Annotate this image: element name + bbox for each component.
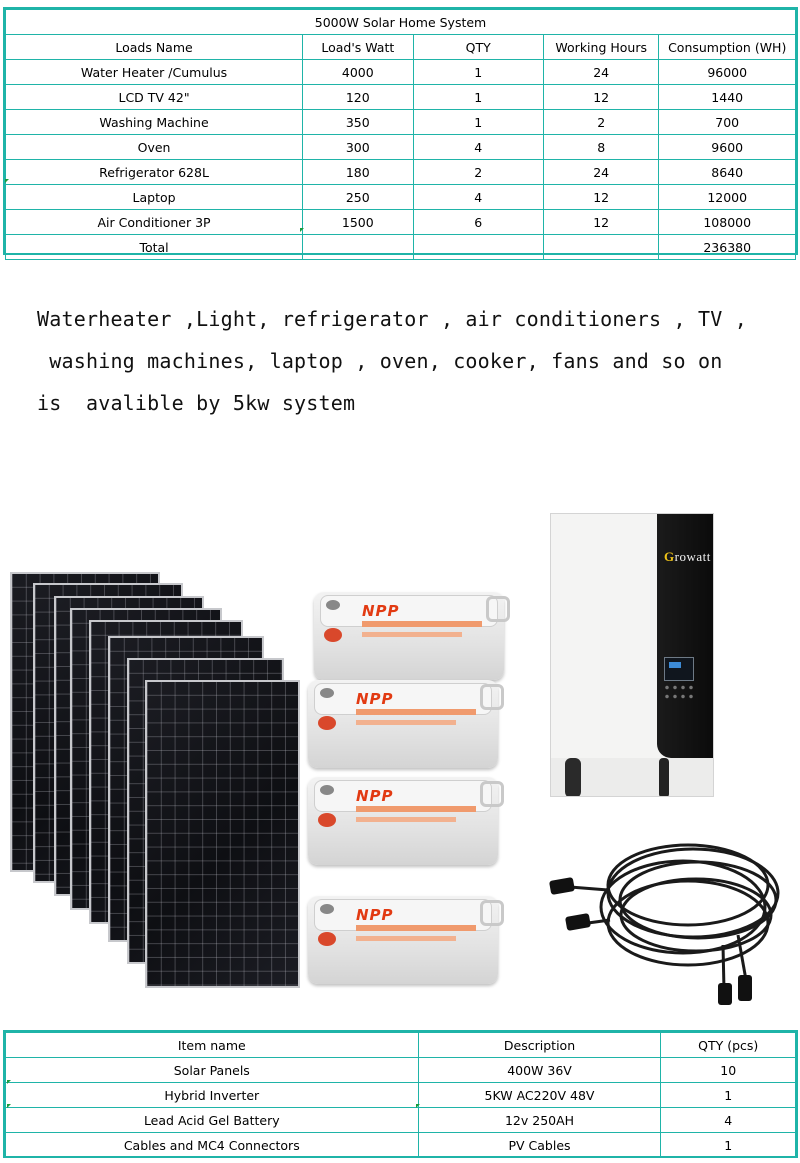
cell: 4 [413, 185, 543, 210]
cell [303, 235, 413, 260]
cell: Cables and MC4 Connectors [6, 1133, 419, 1158]
inverter-brand: rowatt [674, 549, 711, 564]
battery [308, 896, 498, 984]
header-cell: Description [418, 1033, 661, 1058]
table-row [6, 160, 796, 185]
cell: 9600 [659, 135, 796, 160]
load-table-header-row [6, 35, 796, 60]
cell: 2 [543, 110, 658, 135]
cell-marker [7, 1104, 11, 1108]
cell: 5KW AC220V 48V [418, 1083, 661, 1108]
description-line-3: is avalible by 5kw system [37, 391, 356, 415]
cell: 96000 [659, 60, 796, 85]
table-row [6, 135, 796, 160]
cell: 12 [543, 185, 658, 210]
cell: 108000 [659, 210, 796, 235]
items-table [3, 1030, 798, 1158]
cell: 12 [543, 210, 658, 235]
cell-marker [416, 1104, 420, 1108]
cell: 4 [413, 135, 543, 160]
cell [543, 235, 658, 260]
cell: 24 [543, 160, 658, 185]
cell: 8640 [659, 160, 796, 185]
header-cell: Load's Watt [303, 35, 413, 60]
inverter-logo: Growatt [664, 549, 711, 564]
cell: 4000 [303, 60, 413, 85]
cell [413, 235, 543, 260]
cell: Oven [6, 135, 303, 160]
cell: 1500 [303, 210, 413, 235]
cell: Total [6, 235, 303, 260]
header-cell: QTY (pcs) [661, 1033, 796, 1058]
cell: 700 [659, 110, 796, 135]
cell: 120 [303, 85, 413, 110]
header-cell: Item name [6, 1033, 419, 1058]
cell: 8 [543, 135, 658, 160]
cell: 1 [413, 60, 543, 85]
cell: 350 [303, 110, 413, 135]
pv-cables-image [548, 815, 788, 1005]
battery-brand: NPP [356, 906, 394, 924]
cell: Air Conditioner 3P [6, 210, 303, 235]
cell: 12000 [659, 185, 796, 210]
cell: 180 [303, 160, 413, 185]
cell: 10 [661, 1058, 796, 1083]
battery [308, 777, 498, 865]
table-row [6, 60, 796, 85]
description-line-2: washing machines, laptop , oven, cooker, fans and so on [37, 349, 723, 373]
inverter-display [664, 657, 694, 681]
cell-marker [300, 228, 304, 232]
cell: 1 [413, 85, 543, 110]
cell-marker [5, 179, 9, 183]
table-row [6, 85, 796, 110]
inverter-buttons [663, 683, 695, 701]
table-row [6, 110, 796, 135]
cell: 300 [303, 135, 413, 160]
battery [314, 592, 504, 680]
battery-brand: NPP [356, 787, 394, 805]
header-cell: Loads Name [6, 35, 303, 60]
items-table-header-row [6, 1033, 796, 1058]
cell: 12 [543, 85, 658, 110]
table-row [6, 1083, 796, 1108]
battery-brand: NPP [362, 602, 400, 620]
cell: Laptop [6, 185, 303, 210]
table-row [6, 1108, 796, 1133]
cell-marker [7, 1080, 11, 1084]
cell: PV Cables [418, 1133, 661, 1158]
cell: 24 [543, 60, 658, 85]
load-table [3, 7, 798, 255]
cell: 250 [303, 185, 413, 210]
cell: Lead Acid Gel Battery [6, 1108, 419, 1133]
cell: 1 [413, 110, 543, 135]
table-row [6, 185, 796, 210]
cell: Solar Panels [6, 1058, 419, 1083]
hybrid-inverter-image [550, 513, 714, 797]
cell: Washing Machine [6, 110, 303, 135]
table-row [6, 1058, 796, 1083]
cell: 1 [661, 1133, 796, 1158]
description-line-1: Waterheater ,Light, refrigerator , air conditioners , TV , [37, 307, 747, 331]
cell: 1 [661, 1083, 796, 1108]
battery [308, 680, 498, 768]
cell: Hybrid Inverter [6, 1083, 419, 1108]
table-row [6, 1133, 796, 1158]
cell: 6 [413, 210, 543, 235]
cell: 4 [661, 1108, 796, 1133]
cell: 12v 250AH [418, 1108, 661, 1133]
header-cell: Consumption (WH) [659, 35, 796, 60]
header-cell: Working Hours [543, 35, 658, 60]
table-row [6, 210, 796, 235]
cell: 2 [413, 160, 543, 185]
total-row [6, 235, 796, 260]
cell: Refrigerator 628L [6, 160, 303, 185]
cell: 236380 [659, 235, 796, 260]
cell: 400W 36V [418, 1058, 661, 1083]
cell: LCD TV 42" [6, 85, 303, 110]
cell: 1440 [659, 85, 796, 110]
cell: Water Heater /Cumulus [6, 60, 303, 85]
solar-panel [145, 680, 300, 988]
battery-brand: NPP [356, 690, 394, 708]
header-cell: QTY [413, 35, 543, 60]
load-table-title: 5000W Solar Home System [6, 10, 796, 35]
